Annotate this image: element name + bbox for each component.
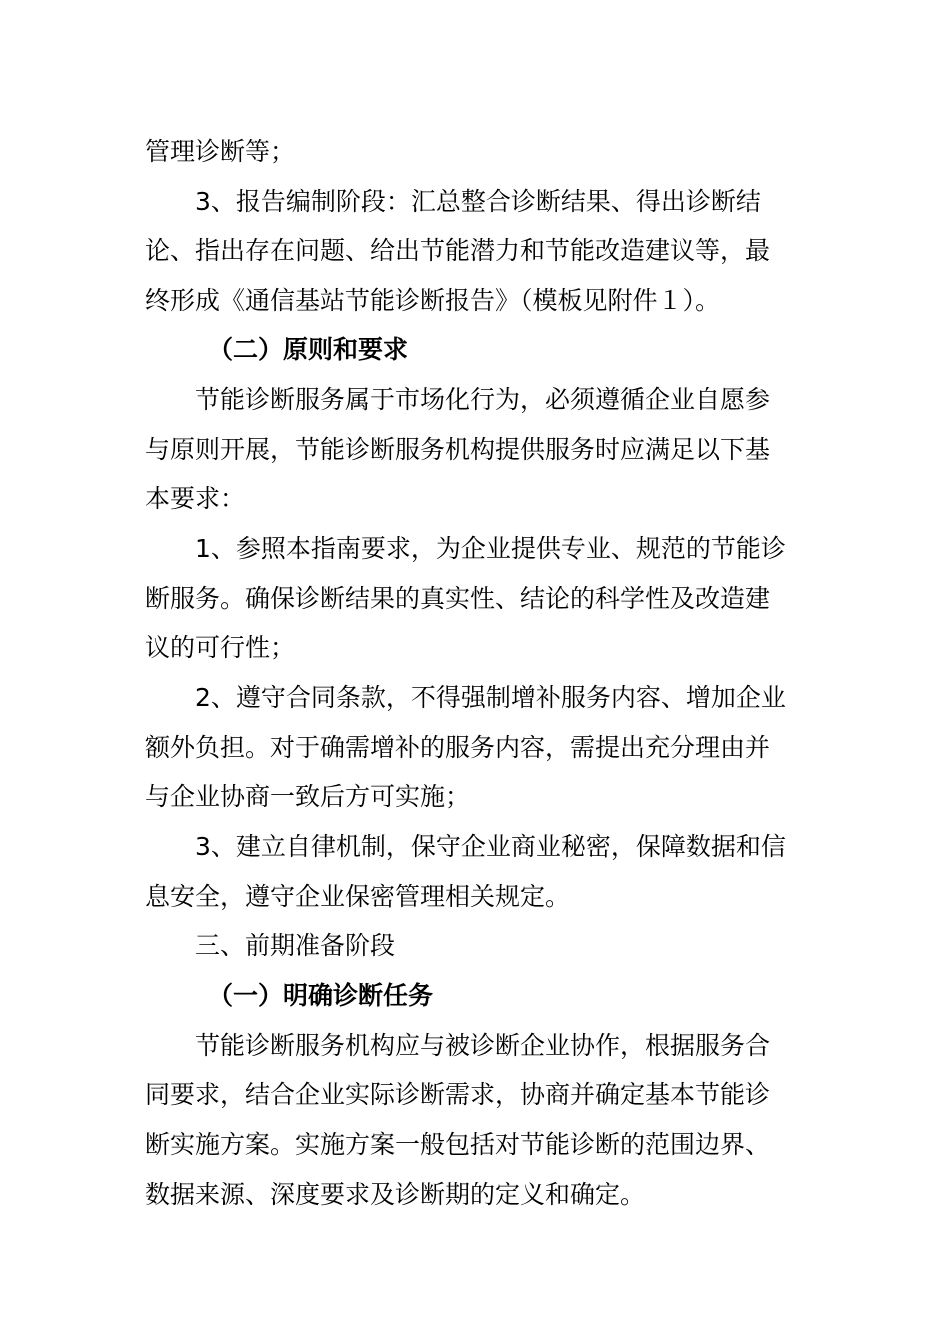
section-heading-preparation: 三、前期准备阶段: [195, 931, 396, 960]
paragraph-line-7: 与原则开展，节能诊断服务机构提供服务时应满足以下基: [145, 435, 771, 464]
paragraph-line-21: 断实施方案。实施方案一般包括对节能诊断的范围边界、: [145, 1130, 771, 1159]
paragraph-line-1: 管理诊断等；: [145, 137, 296, 166]
paragraph-line-12: 2、遵守合同条款，不得强制增补服务内容、增加企业: [195, 683, 786, 712]
section-heading-principles: （二）原则和要求: [208, 335, 409, 364]
paragraph-line-4: 终形成《通信基站节能诊断报告》（模板见附件１）。: [145, 286, 721, 315]
paragraph-line-13: 额外负担。对于确需增补的服务内容，需提出充分理由并: [145, 733, 771, 762]
paragraph-line-9: 1、参照本指南要求，为企业提供专业、规范的节能诊: [195, 534, 786, 563]
paragraph-line-10: 断服务。确保诊断结果的真实性、结论的科学性及改造建: [145, 584, 771, 613]
paragraph-line-19: 节能诊断服务机构应与被诊断企业协作，根据服务合: [195, 1031, 771, 1060]
paragraph-line-20: 同要求，结合企业实际诊断需求，协商并确定基本节能诊: [145, 1080, 771, 1109]
paragraph-line-3: 论、指出存在问题、给出节能潜力和节能改造建议等，最: [145, 236, 771, 265]
paragraph-line-16: 息安全，遵守企业保密管理相关规定。: [145, 882, 571, 911]
paragraph-line-8: 本要求：: [145, 484, 246, 513]
paragraph-line-14: 与企业协商一致后方可实施；: [145, 782, 471, 811]
paragraph-line-11: 议的可行性；: [145, 633, 296, 662]
paragraph-line-15: 3、建立自律机制，保守企业商业秘密，保障数据和信: [195, 832, 786, 861]
paragraph-line-6: 节能诊断服务属于市场化行为，必须遵循企业自愿参: [195, 385, 771, 414]
section-heading-tasks: （一）明确诊断任务: [208, 981, 434, 1010]
paragraph-line-2: 3、报告编制阶段：汇总整合诊断结果、得出诊断结: [195, 187, 761, 216]
paragraph-line-22: 数据来源、深度要求及诊断期的定义和确定。: [145, 1180, 646, 1209]
